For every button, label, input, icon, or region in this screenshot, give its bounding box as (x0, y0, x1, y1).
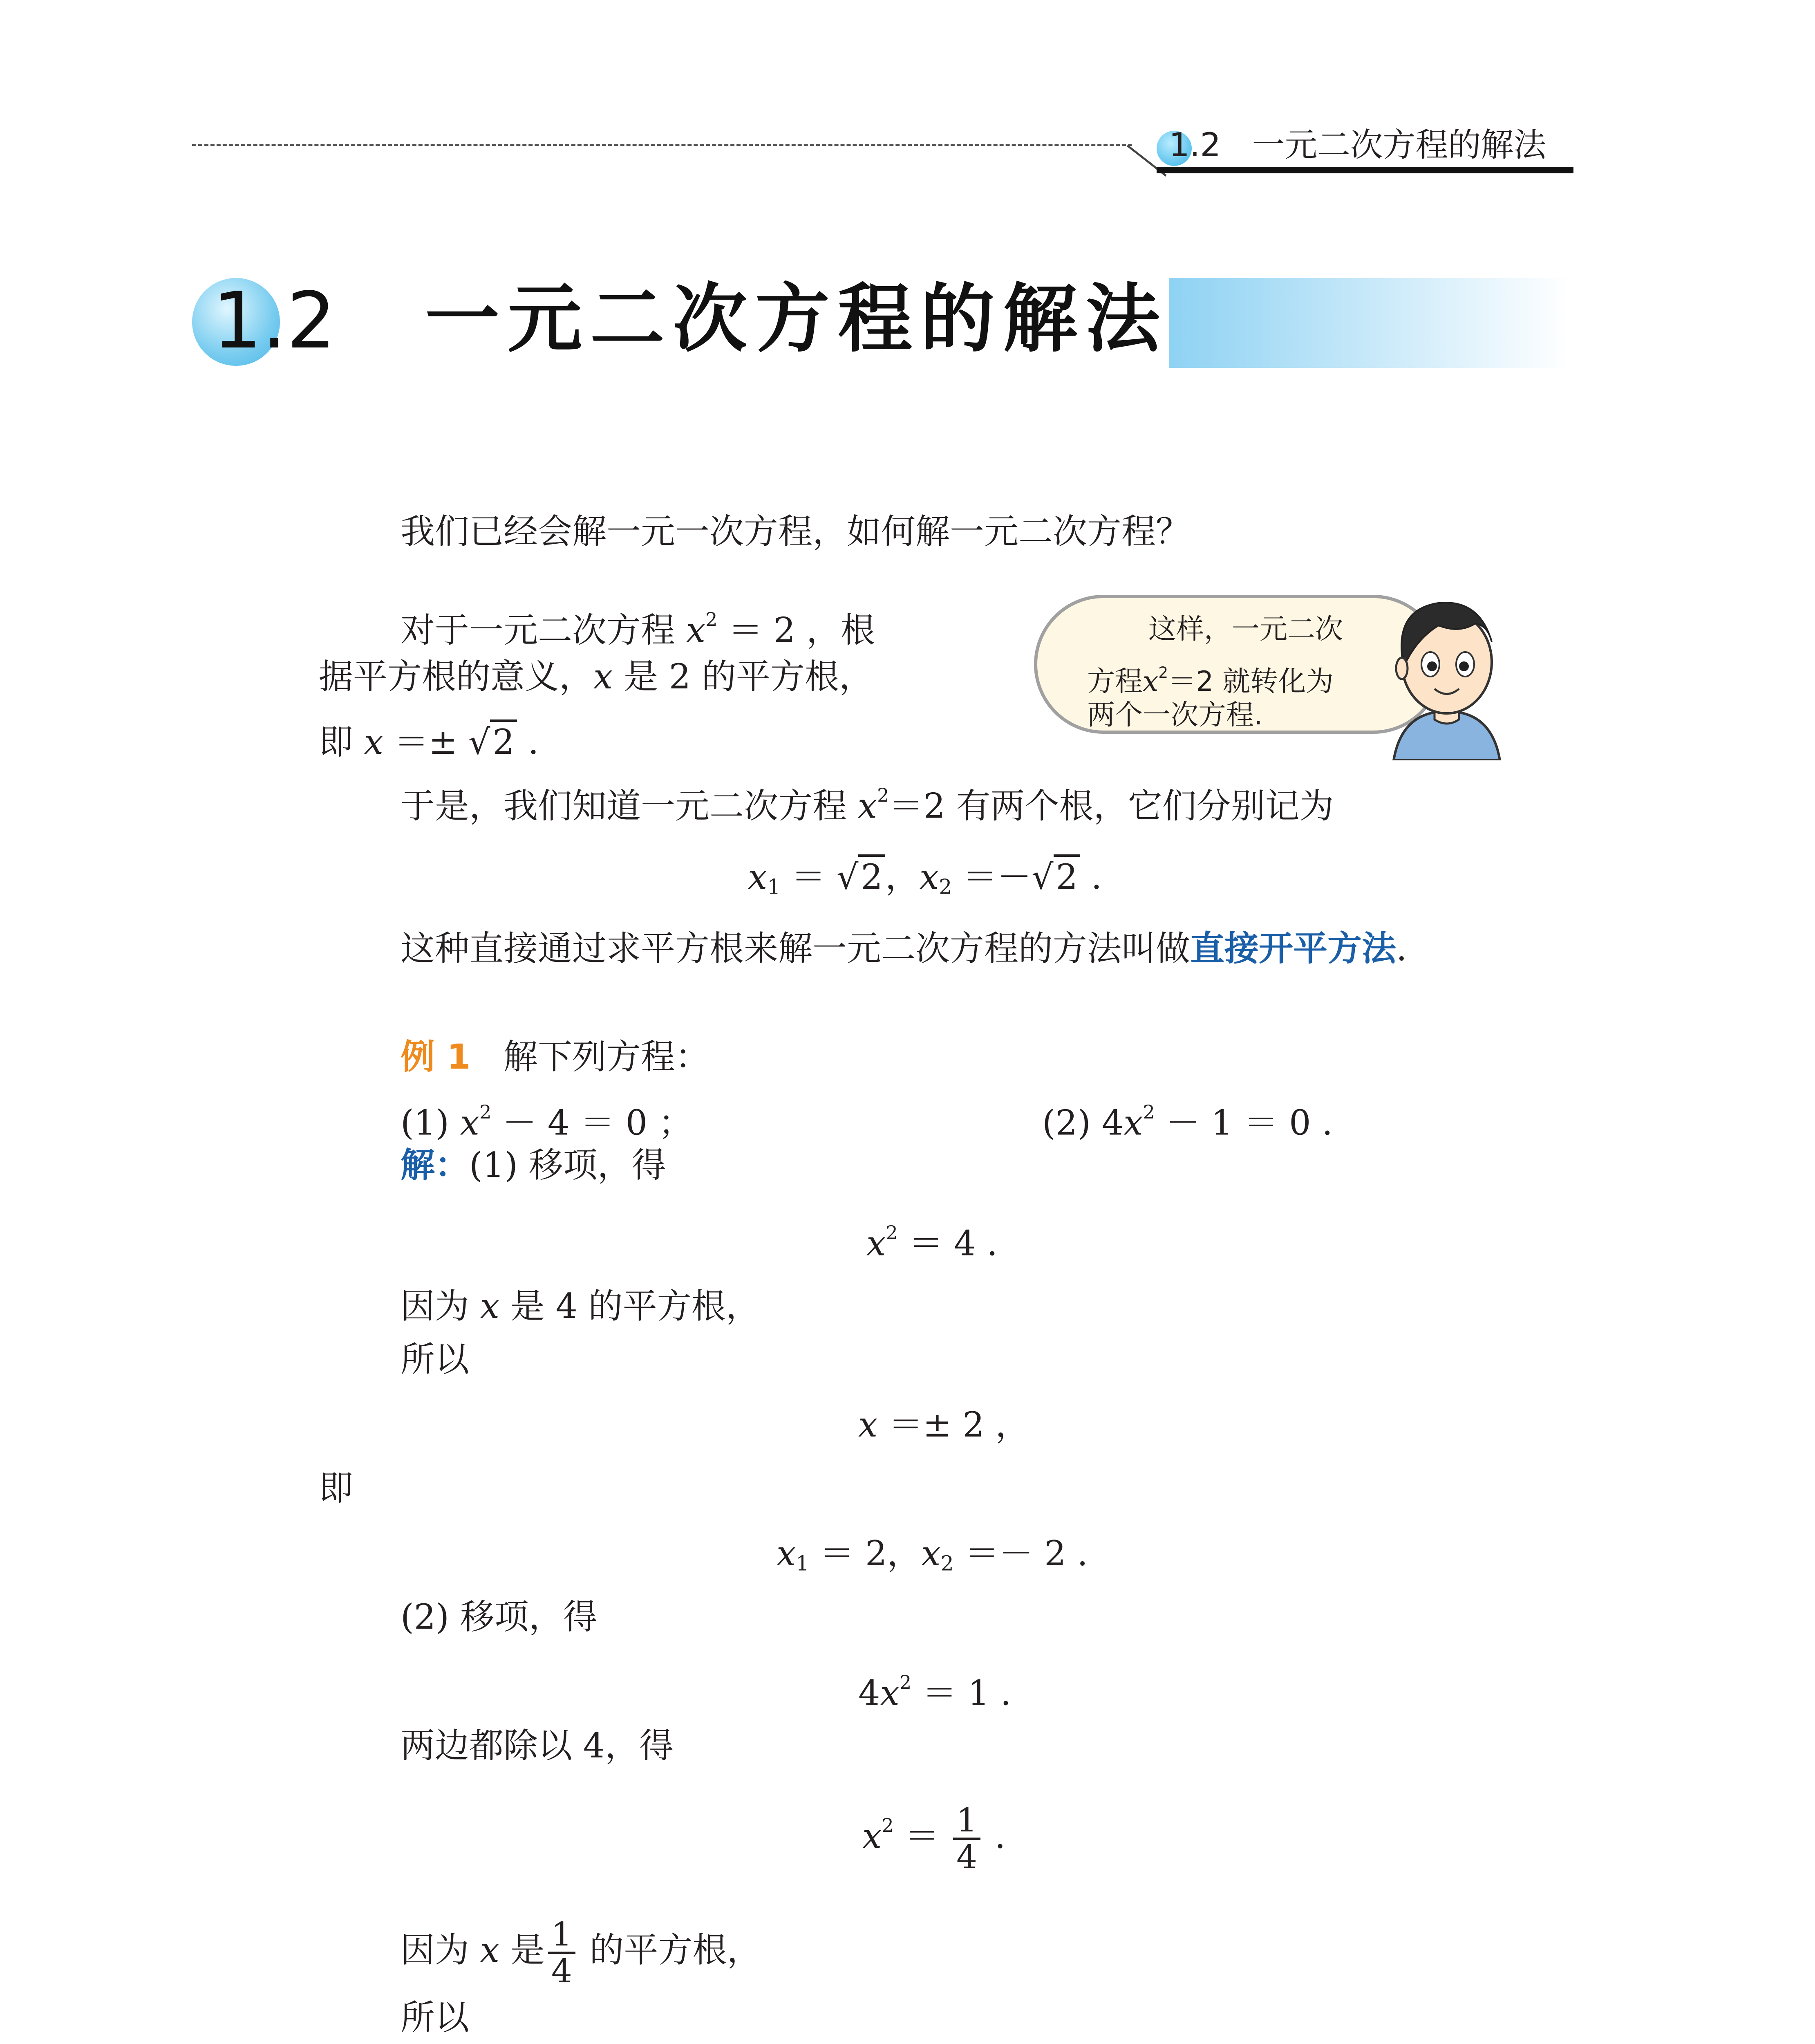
example-question-1: (1) $x^2 - 4 = 0$ ； (401, 1101, 693, 1143)
roots-equation: $x_1 = √2$，$x_2 =-√2$ . (748, 854, 1102, 910)
bubble-line-3: 两个一次方程. (1087, 699, 1263, 731)
equation-4x2-eq-1: $4x^2 = 1$ . (858, 1671, 1012, 1713)
divide-line: 两边都除以 4，得 (401, 1726, 674, 1766)
equation-roots-2: $x_1 = 2$，$x_2 =- 2$ . (777, 1533, 1088, 1576)
example-label: 例 1 (401, 1037, 471, 1077)
intro-paragraph-2-line-1: 对于一元二次方程 $x^2 = 2$ ，根 (401, 608, 875, 650)
solution-label: 解： (401, 1145, 470, 1185)
section-number: 1.2 (213, 276, 336, 366)
example-heading: 例 1 解下列方程： (401, 1037, 709, 1077)
definition-paragraph: 这种直接通过求平方根来解一元二次方程的方法叫做直接开平方法. (401, 928, 1407, 968)
student-character-illustration (1377, 580, 1516, 760)
solution-step-1: 解：(1) 移项，得 (401, 1145, 666, 1185)
ji-line-1: 即 (319, 1468, 354, 1508)
intro-paragraph-2-line-3: 即 x ＝± √2 . (319, 719, 539, 764)
header-rule (192, 144, 1132, 146)
because-line-1: 因为 x 是 4 的平方根， (401, 1286, 760, 1326)
title-gradient-band (1169, 278, 1569, 368)
header-section-title: 一元二次方程的解法 (1252, 126, 1546, 164)
bubble-line-1: 这样，一元二次 (1148, 613, 1343, 645)
equation-x-pm-2: x ＝± 2 ， (858, 1405, 1030, 1445)
intro-paragraph-1: 我们已经会解一元一次方程，如何解一元二次方程？ (401, 511, 1191, 551)
term-direct-square-root-method: 直接开平方法 (1190, 928, 1396, 968)
solution-step-2: (2) 移项，得 (401, 1597, 598, 1637)
so-line-1: 所以 (401, 1339, 470, 1379)
example-question-2: (2) $4x^2 - 1 = 0$ . (1042, 1101, 1333, 1143)
section-title: 一元二次方程的解法 (425, 276, 1168, 362)
bubble-line-2: 方程$x^2=2$ 就转化为 (1087, 663, 1334, 698)
equation-x2-eq-quarter: $x^2$ ＝ $\frac{1}{4}$ . (862, 1801, 1006, 1876)
intro-paragraph-2-line-2: 据平方根的意义，x 是 2 的平方根， (319, 657, 873, 697)
running-header (1169, 123, 1546, 168)
header-underline-bar (1157, 167, 1573, 173)
intro-paragraph-3: 于是，我们知道一元二次方程 $x^2=2$ 有两个根，它们分别记为 (401, 784, 1334, 826)
equation-x2-eq-4: $x^2 = 4$ . (866, 1221, 998, 1264)
so-line-2: 所以 (401, 1997, 470, 2037)
header-section-number: 1.2 (1169, 126, 1221, 164)
because-line-2: 因为 x 是 $\frac{1}{4}$ 的平方根， (401, 1915, 761, 1990)
